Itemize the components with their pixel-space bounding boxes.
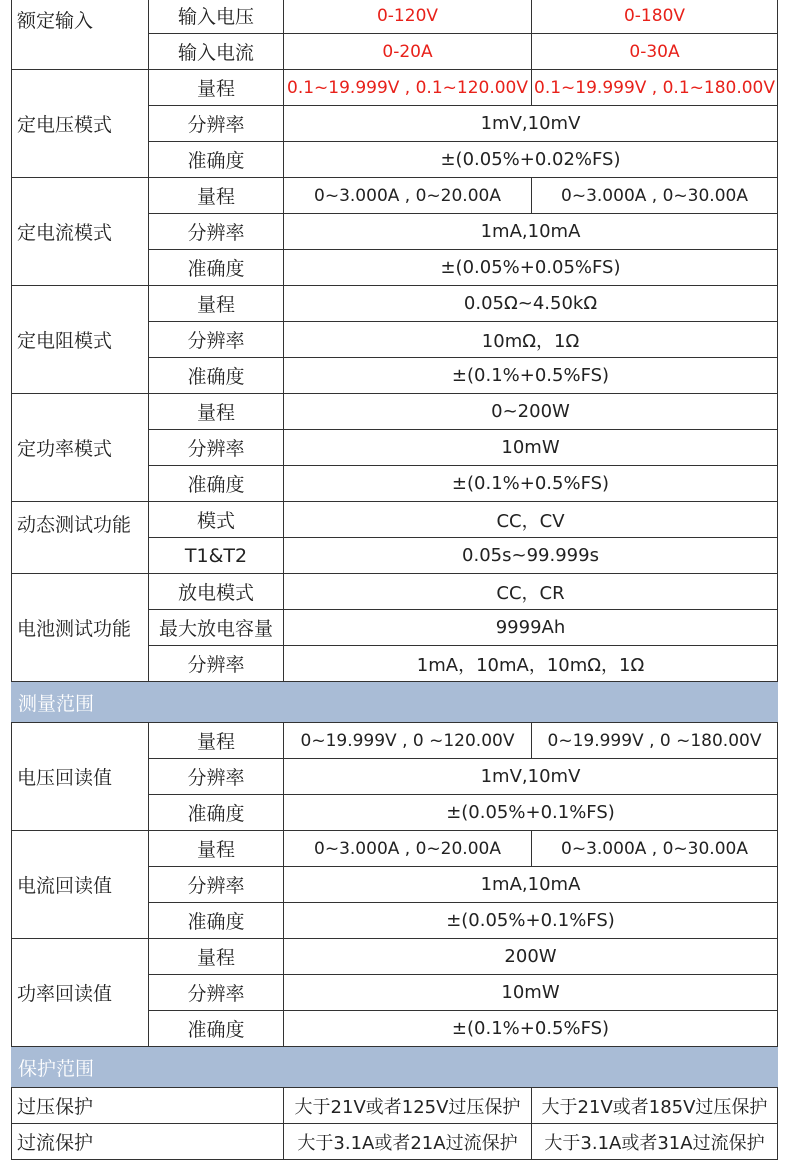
battery-capacity-label: 最大放电容量 xyxy=(149,610,284,646)
ocp-value-2: 大于3.1A或者31A过流保护 xyxy=(532,1124,778,1160)
cp-resolution-label: 分辨率 xyxy=(149,430,284,466)
vrb-resolution-value: 1mV,10mV xyxy=(284,759,778,795)
ovp-label: 过压保护 xyxy=(12,1088,284,1124)
cp-resolution-value: 10mW xyxy=(284,430,778,466)
cr-range-value: 0.05Ω~4.50kΩ xyxy=(284,286,778,322)
current-readback-group: 电流回读值 xyxy=(12,831,149,939)
cv-mode-group: 定电压模式 xyxy=(12,70,149,178)
ocp-value-1: 大于3.1A或者21A过流保护 xyxy=(284,1124,532,1160)
crb-range-label: 量程 xyxy=(149,831,284,867)
table-row xyxy=(12,502,778,538)
voltage-readback-group: 电压回读值 xyxy=(12,723,149,831)
crb-range-value-2: 0~3.000A , 0~30.00A xyxy=(532,831,778,867)
vrb-accuracy-label: 准确度 xyxy=(149,795,284,831)
cr-resolution-value: 10mΩ，1Ω xyxy=(284,322,778,358)
dynamic-test-group: 动态测试功能 xyxy=(12,502,149,574)
table-row xyxy=(12,178,778,214)
vrb-accuracy-value: ±(0.05%+0.1%FS) xyxy=(284,795,778,831)
cv-resolution-value: 1mV,10mV xyxy=(284,106,778,142)
cc-accuracy-value: ±(0.05%+0.05%FS) xyxy=(284,250,778,286)
cv-range-label: 量程 xyxy=(149,70,284,106)
table-row xyxy=(12,394,778,430)
prb-resolution-label: 分辨率 xyxy=(149,975,284,1011)
input-current-value-2: 0-30A xyxy=(532,34,778,70)
ocp-label: 过流保护 xyxy=(12,1124,284,1160)
prb-accuracy-label: 准确度 xyxy=(149,1011,284,1047)
measurement-section-title: 测量范围 xyxy=(12,682,778,723)
cp-accuracy-label: 准确度 xyxy=(149,466,284,502)
cr-accuracy-label: 准确度 xyxy=(149,358,284,394)
section-header-row xyxy=(12,682,778,723)
cp-range-label: 量程 xyxy=(149,394,284,430)
vrb-range-value-2: 0~19.999V , 0 ~180.00V xyxy=(532,723,778,759)
prb-resolution-value: 10mW xyxy=(284,975,778,1011)
cv-resolution-label: 分辨率 xyxy=(149,106,284,142)
table-row xyxy=(12,574,778,610)
cc-resolution-label: 分辨率 xyxy=(149,214,284,250)
cr-resolution-label: 分辨率 xyxy=(149,322,284,358)
prb-range-label: 量程 xyxy=(149,939,284,975)
cp-mode-group: 定功率模式 xyxy=(12,394,149,502)
dynamic-t-label: T1&T2 xyxy=(149,538,284,574)
battery-discharge-mode-value: CC，CR xyxy=(284,574,778,610)
table-row xyxy=(12,0,778,34)
input-current-value-1: 0-20A xyxy=(284,34,532,70)
cp-accuracy-value: ±(0.1%+0.5%FS) xyxy=(284,466,778,502)
dynamic-t-value: 0.05s~99.999s xyxy=(284,538,778,574)
power-readback-group: 功率回读值 xyxy=(12,939,149,1047)
cc-resolution-value: 1mA,10mA xyxy=(284,214,778,250)
cp-range-value: 0~200W xyxy=(284,394,778,430)
dynamic-mode-value: CC，CV xyxy=(284,502,778,538)
protection-section-title: 保护范围 xyxy=(12,1047,778,1088)
crb-resolution-value: 1mA,10mA xyxy=(284,867,778,903)
cr-accuracy-value: ±(0.1%+0.5%FS) xyxy=(284,358,778,394)
cc-accuracy-label: 准确度 xyxy=(149,250,284,286)
rated-input-group: 额定输入 xyxy=(12,0,149,70)
crb-accuracy-label: 准确度 xyxy=(149,903,284,939)
vrb-resolution-label: 分辨率 xyxy=(149,759,284,795)
battery-test-group: 电池测试功能 xyxy=(12,574,149,682)
spec-table xyxy=(11,0,778,1160)
cv-accuracy-label: 准确度 xyxy=(149,142,284,178)
vrb-range-label: 量程 xyxy=(149,723,284,759)
prb-accuracy-value: ±(0.1%+0.5%FS) xyxy=(284,1011,778,1047)
input-voltage-value-2: 0-180V xyxy=(532,0,778,34)
battery-capacity-value: 9999Ah xyxy=(284,610,778,646)
battery-discharge-mode-label: 放电模式 xyxy=(149,574,284,610)
cc-range-value-2: 0~3.000A , 0~30.00A xyxy=(532,178,778,214)
table-row xyxy=(12,1124,778,1160)
ovp-value-2: 大于21V或者185V过压保护 xyxy=(532,1088,778,1124)
table-row xyxy=(12,286,778,322)
vrb-range-value-1: 0~19.999V , 0 ~120.00V xyxy=(284,723,532,759)
crb-accuracy-value: ±(0.05%+0.1%FS) xyxy=(284,903,778,939)
cv-range-value-2: 0.1~19.999V , 0.1~180.00V xyxy=(532,70,778,106)
cr-range-label: 量程 xyxy=(149,286,284,322)
input-voltage-label: 输入电压 xyxy=(149,0,284,34)
crb-range-value-1: 0~3.000A , 0~20.00A xyxy=(284,831,532,867)
input-voltage-value-1: 0-120V xyxy=(284,0,532,34)
battery-resolution-label: 分辨率 xyxy=(149,646,284,682)
battery-resolution-value: 1mA，10mA，10mΩ，1Ω xyxy=(284,646,778,682)
crb-resolution-label: 分辨率 xyxy=(149,867,284,903)
table-row xyxy=(12,939,778,975)
table-row xyxy=(12,1088,778,1124)
cv-range-value-1: 0.1~19.999V , 0.1~120.00V xyxy=(284,70,532,106)
table-row xyxy=(12,70,778,106)
input-current-label: 输入电流 xyxy=(149,34,284,70)
cc-range-value-1: 0~3.000A , 0~20.00A xyxy=(284,178,532,214)
prb-range-value: 200W xyxy=(284,939,778,975)
table-row xyxy=(12,723,778,759)
cr-mode-group: 定电阻模式 xyxy=(12,286,149,394)
cv-accuracy-value: ±(0.05%+0.02%FS) xyxy=(284,142,778,178)
table-row xyxy=(12,831,778,867)
cc-mode-group: 定电流模式 xyxy=(12,178,149,286)
dynamic-mode-label: 模式 xyxy=(149,502,284,538)
ovp-value-1: 大于21V或者125V过压保护 xyxy=(284,1088,532,1124)
cc-range-label: 量程 xyxy=(149,178,284,214)
section-header-row xyxy=(12,1047,778,1088)
